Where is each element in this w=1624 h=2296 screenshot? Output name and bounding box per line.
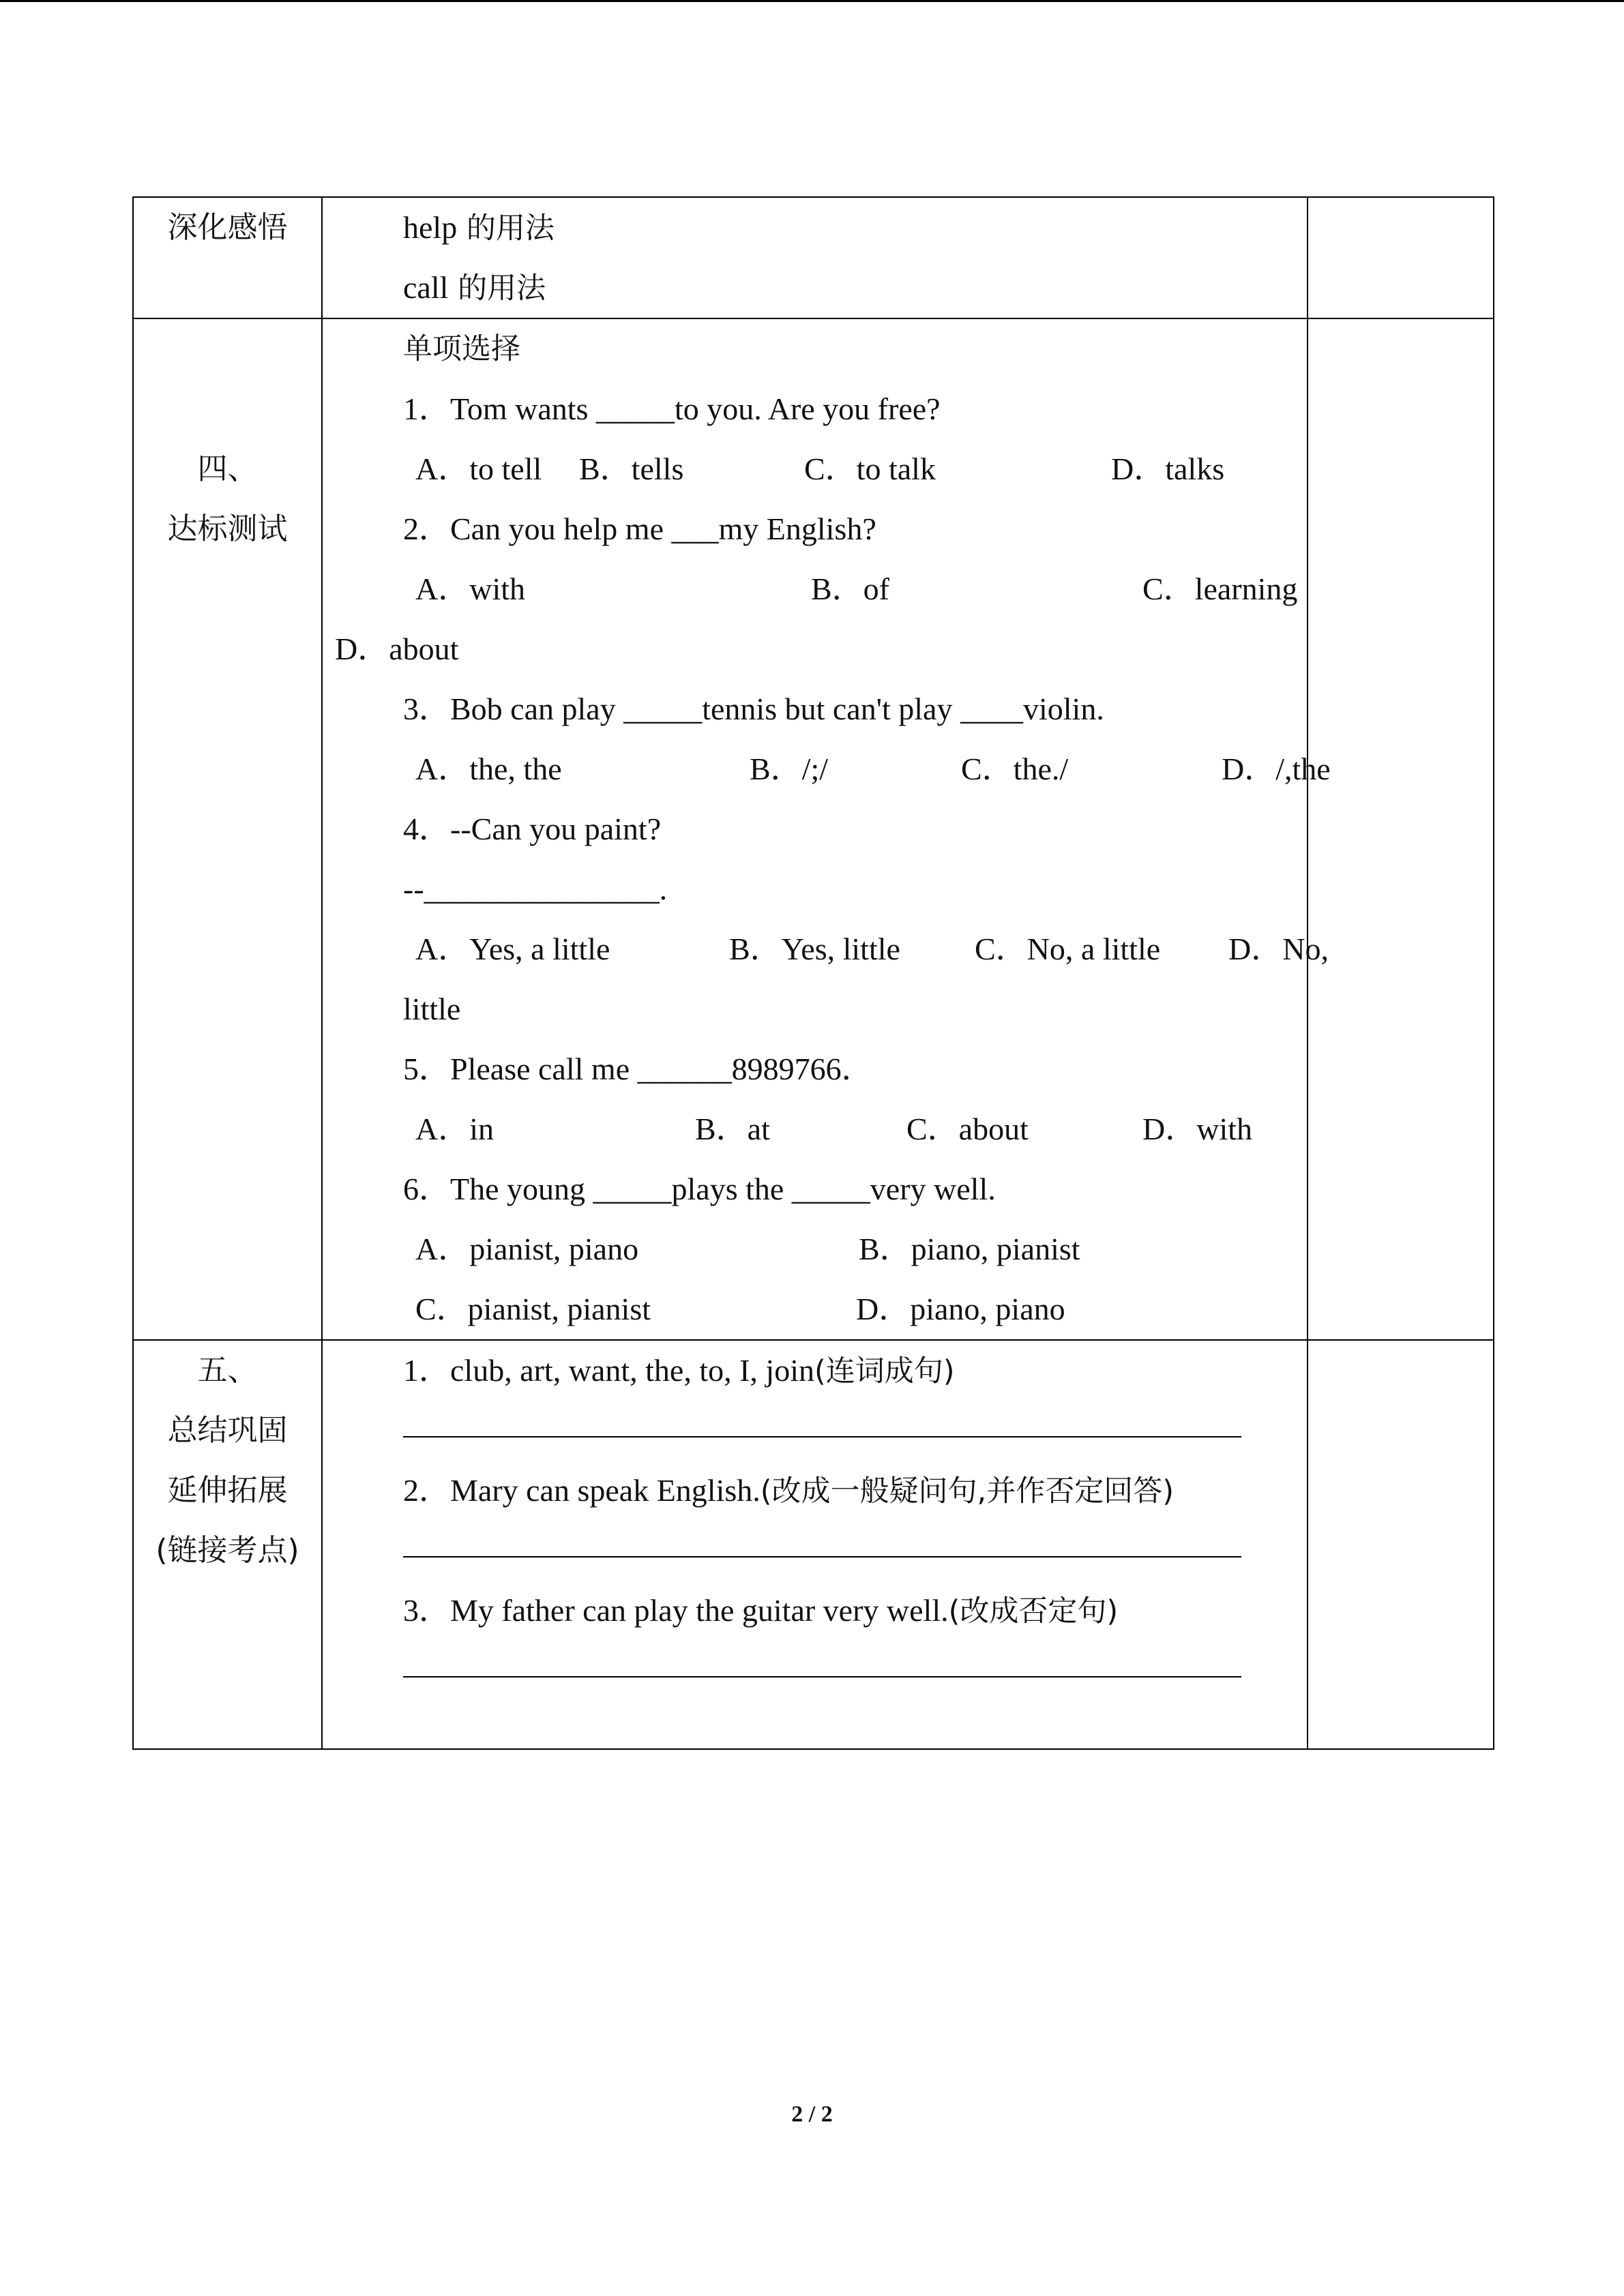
- q3-option-c: C．the./: [961, 751, 1069, 786]
- q1-option-c: C．to talk: [804, 451, 936, 486]
- summary-label-exam-points: (链接考点): [156, 1533, 299, 1568]
- q3-option-a: A．the, the: [415, 751, 562, 786]
- question-4-options: [335, 919, 1329, 979]
- question-6-options-ab: [335, 1219, 1295, 1279]
- task-1-instruction: (连词成句): [814, 1354, 955, 1388]
- task-2-line: [335, 1461, 1295, 1521]
- question-6-options-cd: [335, 1279, 1295, 1339]
- row-summary-content: [322, 1340, 1308, 1749]
- q1-option-b: B．tells: [579, 451, 684, 486]
- question-5-stem: 5．Please call me ______8989766．: [403, 1052, 873, 1086]
- call-usage-label: 的用法: [448, 271, 546, 305]
- q4-option-d-wrap: little: [403, 992, 461, 1026]
- task-2-instruction: (改成一般疑问句,并作否定回答): [760, 1474, 1175, 1508]
- question-3-options: [335, 739, 1331, 799]
- help-usage-label: 的用法: [457, 211, 555, 245]
- q4-option-a: A．Yes, a little: [415, 931, 610, 966]
- summary-label-consolidate: 总结巩固: [167, 1413, 288, 1448]
- deepen-label-text: 深化感悟: [167, 210, 288, 245]
- question-3-stem: 3．Bob can play _____tennis but can't play ____violin.: [403, 691, 1104, 726]
- row-deepen-content: [322, 197, 1308, 318]
- q3-option-d: D．/,the: [1222, 751, 1331, 786]
- summary-label-extend: 延伸拓展: [167, 1473, 288, 1508]
- task-2-answer-line[interactable]: [335, 1521, 1295, 1581]
- question-2-stem: 2．Can you help me ___my English?: [403, 511, 876, 546]
- test-label-number: 四、: [197, 451, 258, 486]
- q4-option-c: C．No, a little: [975, 931, 1161, 966]
- row-deepen-notes: [1308, 197, 1494, 318]
- help-word: help: [403, 210, 458, 245]
- task-1-line: [335, 1341, 1295, 1401]
- question-6-stem: 6．The young _____plays the _____very well.: [403, 1172, 996, 1206]
- q4-option-d: D．No,: [1228, 931, 1329, 966]
- row-deepen: [133, 197, 1494, 318]
- row-test-content: [322, 318, 1331, 1340]
- task-2-sentence: 2．Mary can speak English.: [403, 1473, 761, 1508]
- question-4-stem: 4．--Can you paint?: [403, 811, 662, 846]
- row-test: [133, 318, 1494, 1340]
- row-summary-label: [133, 1340, 322, 1749]
- q2-option-a: A．with: [415, 571, 525, 606]
- question-1-options: [335, 439, 1295, 499]
- q2-option-c: C．learning: [1142, 571, 1298, 606]
- call-word: call: [403, 270, 449, 305]
- lesson-worksheet-table: [132, 196, 1494, 1750]
- multiple-choice-heading: 单项选择: [403, 332, 520, 366]
- q6-option-c: C．pianist, pianist: [415, 1292, 651, 1326]
- task-1-words: 1．club, art, want, the, to, I, join: [403, 1353, 814, 1388]
- q5-option-c: C．about: [906, 1112, 1029, 1146]
- task-1-answer-line[interactable]: [335, 1401, 1295, 1461]
- q5-option-b: B．at: [695, 1112, 770, 1146]
- test-label-title: 达标测试: [167, 511, 288, 546]
- help-usage-line: [335, 198, 1295, 258]
- page-number: 2 / 2: [791, 2102, 833, 2127]
- q2-option-b: B．of: [811, 571, 889, 606]
- q5-option-d: D．with: [1142, 1112, 1252, 1146]
- task-3-instruction: (改成否定句): [948, 1594, 1119, 1628]
- q3-option-b: B．/;/: [750, 751, 829, 786]
- task-3-line: [335, 1581, 1295, 1641]
- call-usage-line: [335, 258, 1295, 318]
- q1-option-a: A．to tell: [415, 451, 542, 486]
- q1-option-d: D．talks: [1111, 451, 1225, 486]
- q6-option-b: B．piano, pianist: [859, 1232, 1080, 1266]
- q6-option-a: A．pianist, piano: [415, 1232, 639, 1266]
- row-test-label: [133, 318, 322, 1340]
- row-deepen-label: [133, 197, 322, 318]
- row-test-notes: [1308, 318, 1494, 1340]
- task-3-sentence: 3．My father can play the guitar very well.: [403, 1593, 949, 1628]
- task-3-answer-line[interactable]: [335, 1641, 1295, 1701]
- q2-option-d: D．about: [335, 631, 459, 666]
- question-4-answer-line: --_______________.: [403, 871, 668, 906]
- q5-option-a: A．in: [415, 1112, 494, 1146]
- q4-option-b: B．Yes, little: [729, 931, 900, 966]
- q6-option-d: D．piano, piano: [856, 1292, 1065, 1326]
- question-2-options-wrap: [335, 619, 1295, 679]
- row-summary: [133, 1340, 1494, 1749]
- summary-label-number: 五、: [197, 1353, 258, 1388]
- question-2-options: [335, 559, 1298, 619]
- page-top-rule: [0, 0, 1624, 2]
- question-1-stem: 1．Tom wants _____to you. Are you free?: [403, 391, 941, 426]
- row-summary-notes: [1308, 1340, 1494, 1749]
- question-5-options: [335, 1099, 1295, 1159]
